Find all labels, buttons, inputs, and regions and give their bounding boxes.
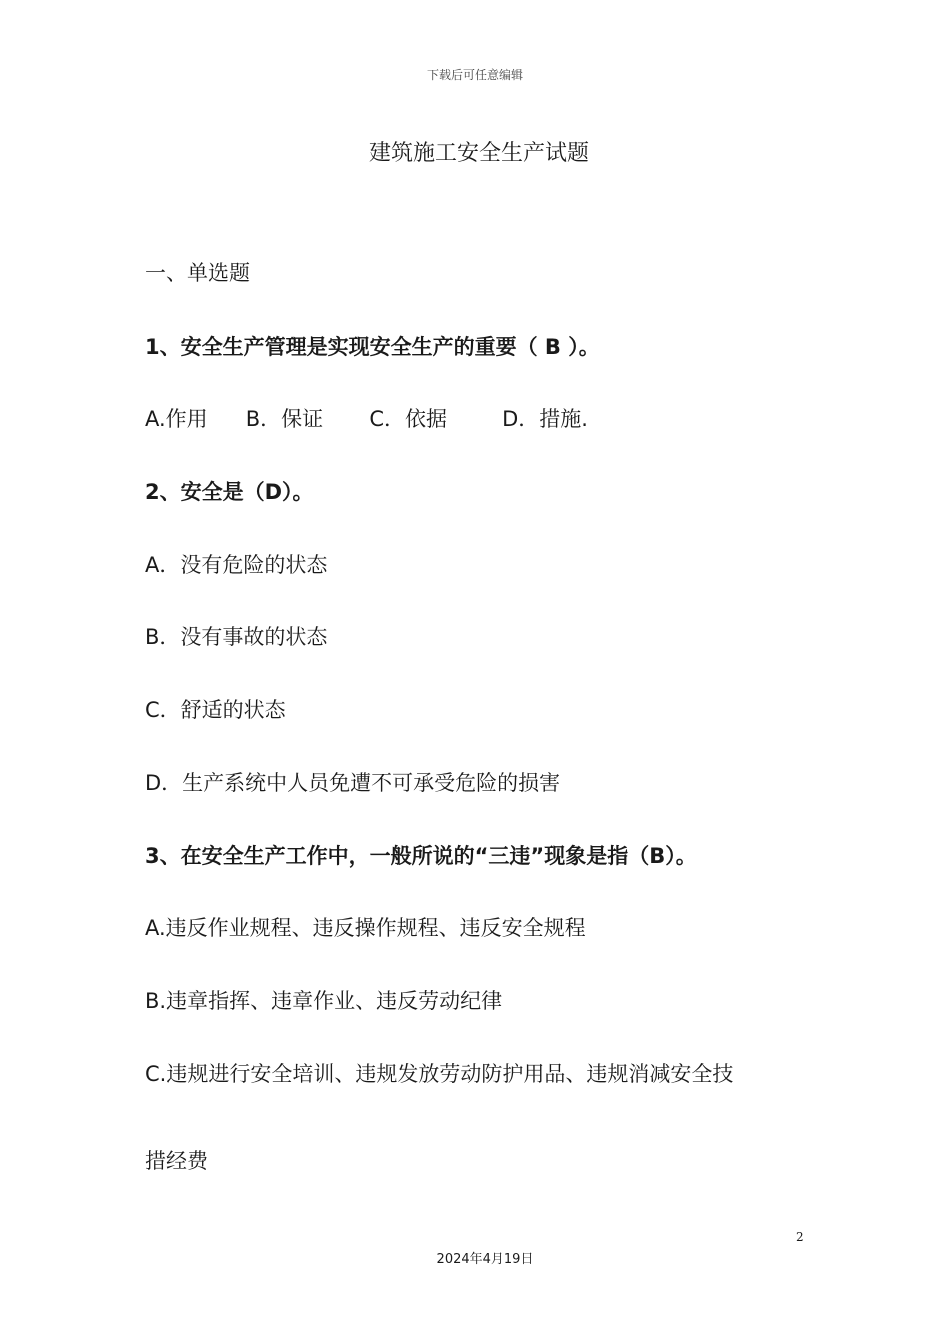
footer-date: 2024年4月19日 <box>436 1252 534 1267</box>
option-text: C．依据 <box>369 407 448 431</box>
page-number: 2 <box>796 1230 804 1244</box>
question-2: 2、安全是（D）。 <box>145 480 314 504</box>
header-note: 下载后可任意编辑 <box>426 68 523 82</box>
option-text: D．措施. <box>502 407 588 431</box>
page-title: 建筑施工安全生产试题 <box>368 141 589 166</box>
option-text: D．生产系统中人员免遭不可承受危险的损害 <box>145 771 561 795</box>
option-text: B．保证 <box>245 407 324 431</box>
option-text: A.违反作业规程、违反操作规程、违反安全规程 <box>145 916 586 940</box>
question-1-options <box>145 405 588 433</box>
question-3: 3、在安全生产工作中，一般所说的“三违”现象是指（B）。 <box>145 844 697 868</box>
option-text: C．舒适的状态 <box>145 698 286 722</box>
section-heading: 一、单选题 <box>145 261 250 285</box>
option-continuation: 措经费 <box>145 1149 208 1173</box>
option-text: B.违章指挥、违章作业、违反劳动纪律 <box>145 989 503 1013</box>
option-text: C.违规进行安全培训、违规发放劳动防护用品、违规消减安全技 <box>145 1062 734 1086</box>
option-text: A．没有危险的状态 <box>145 553 328 577</box>
option-text: B．没有事故的状态 <box>145 625 328 649</box>
option-text: A.作用 <box>145 407 208 431</box>
question-1: 1、安全生产管理是实现安全生产的重要（ B ）。 <box>145 335 600 359</box>
